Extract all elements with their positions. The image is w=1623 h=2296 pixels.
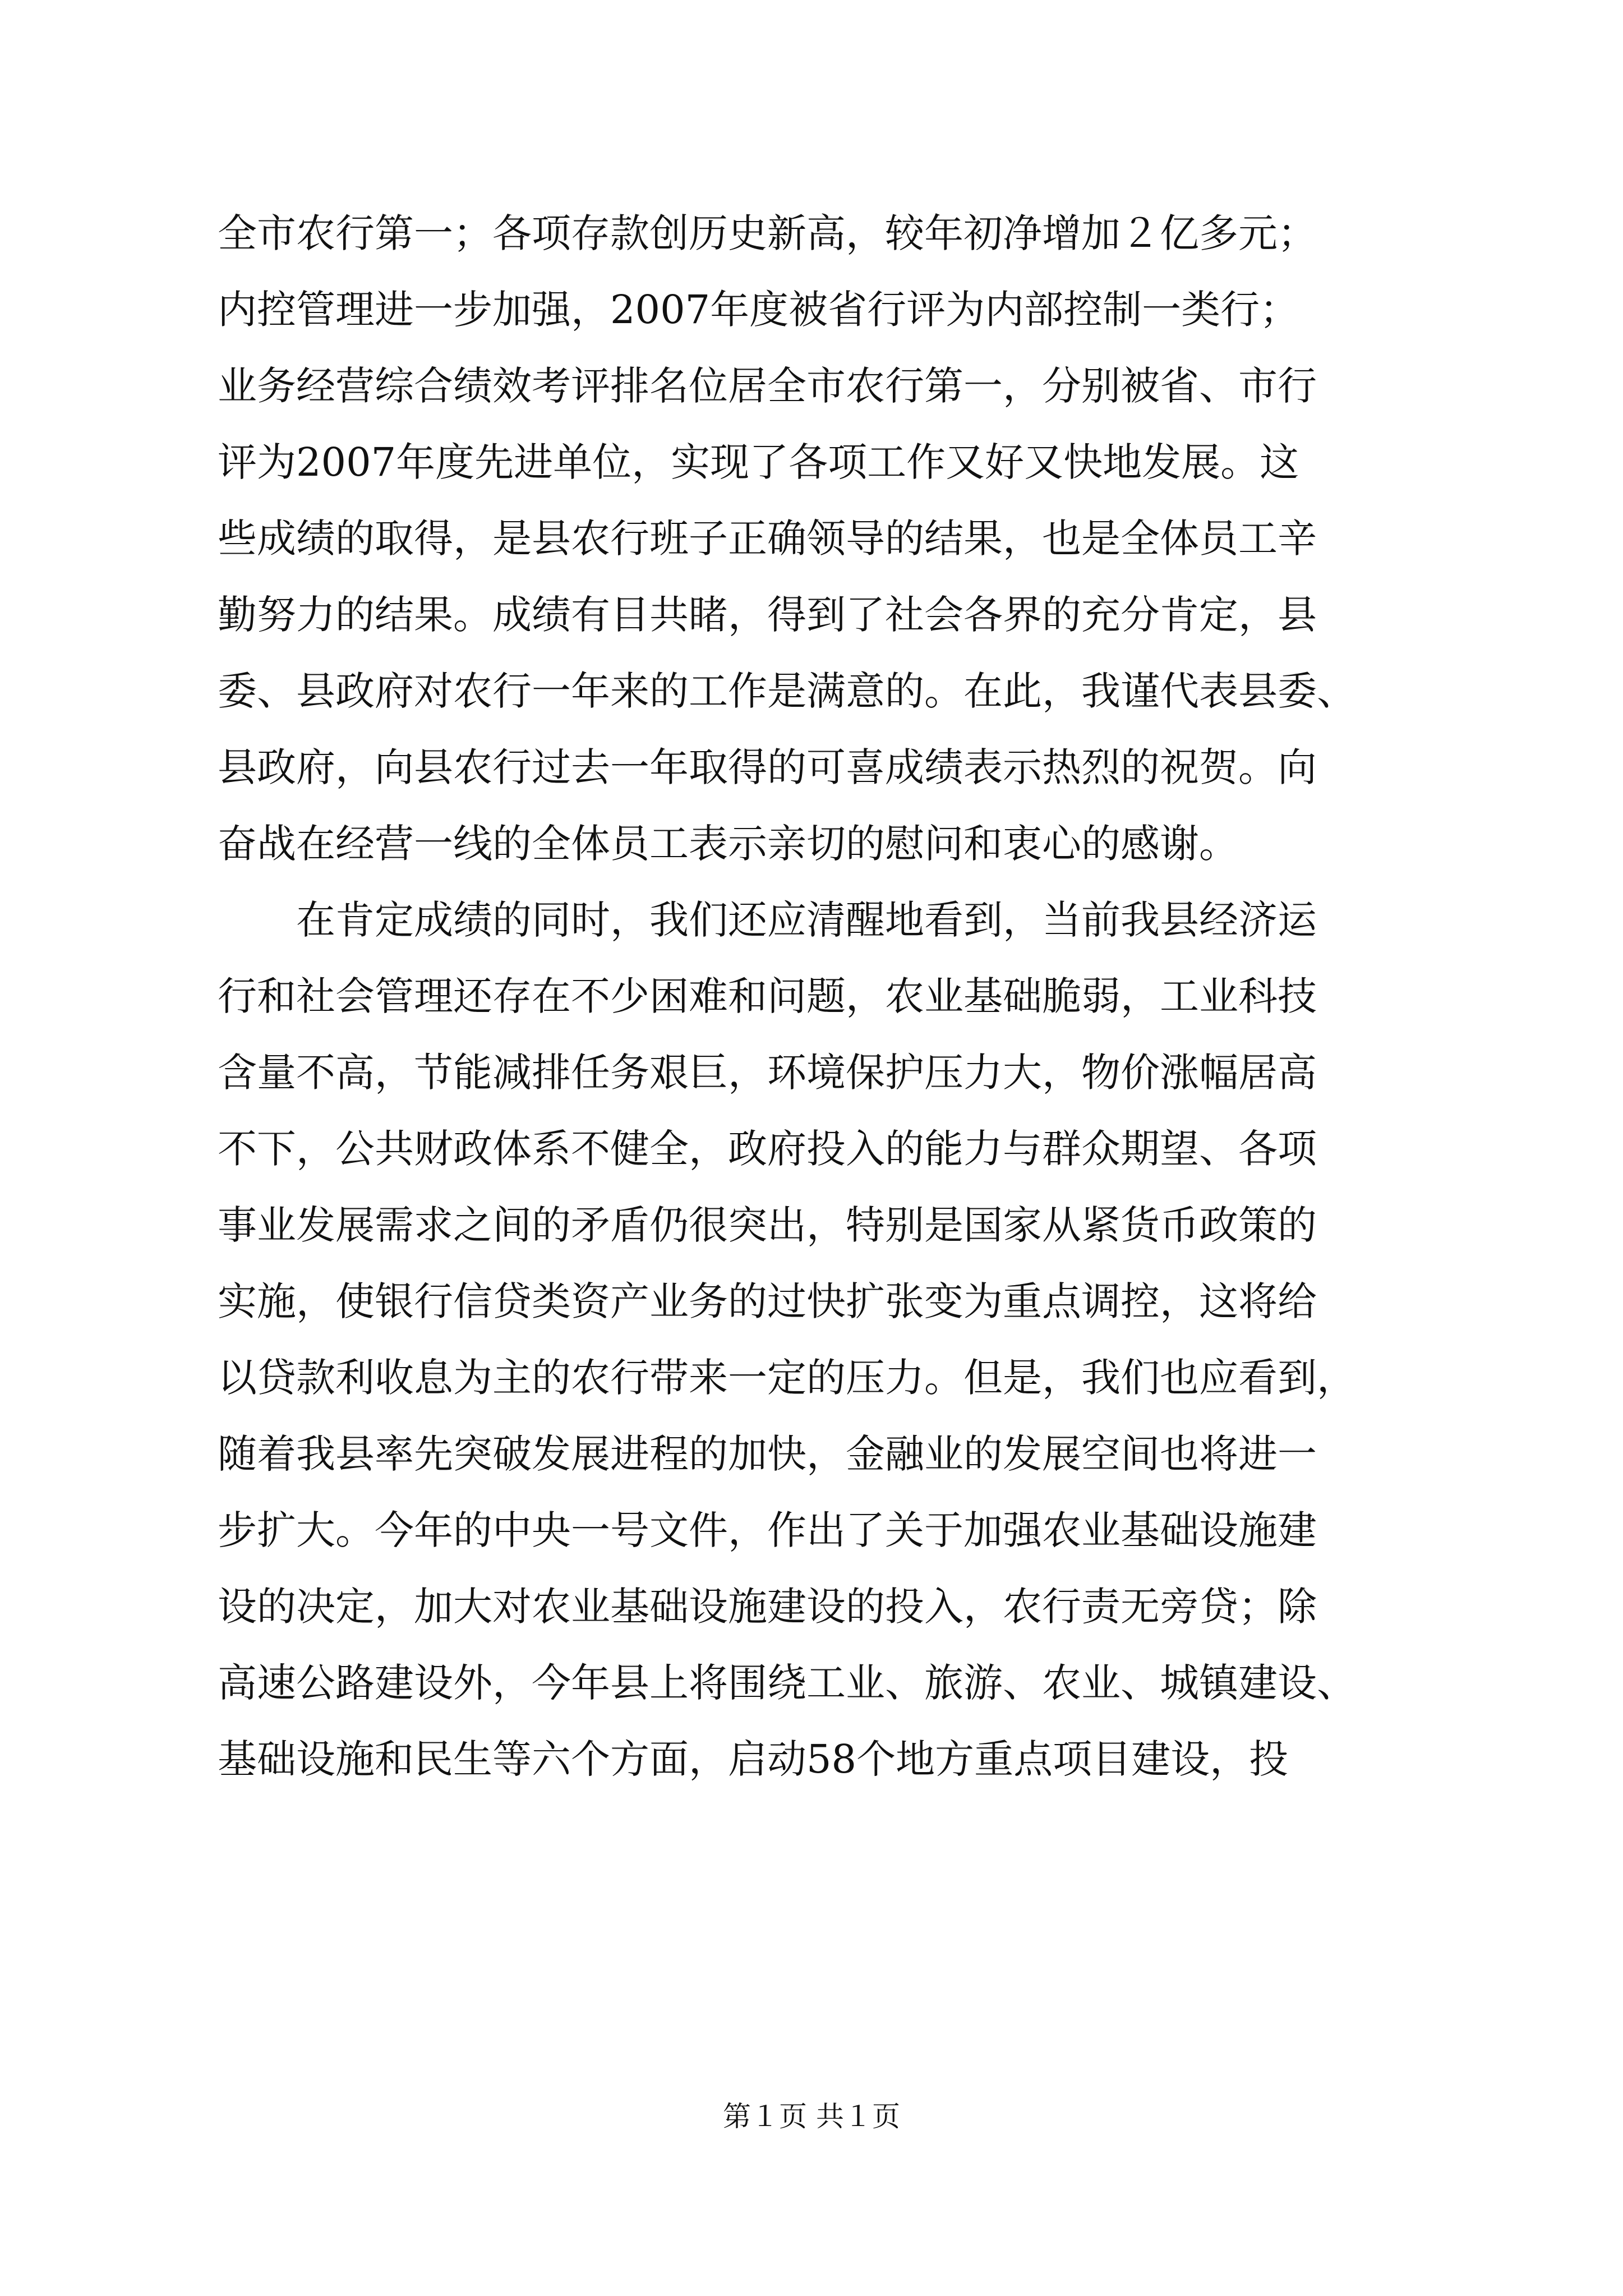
text-line: 在肯定成绩的同时，我们还应清醒地看到，当前我县经济运 <box>218 897 1317 943</box>
text-line: 县政府，向县农行过去一年取得的可喜成绩表示热烈的祝贺。向 <box>218 744 1317 790</box>
text-line: 内控管理进一步加强，2007年度被省行评为内部控制一类行； <box>218 287 1299 333</box>
text-line: 业务经营综合绩效考评排名位居全市农行第一，分别被省、市行 <box>218 363 1317 409</box>
text-line: 委、县政府对农行一年来的工作是满意的。在此，我谨代表县委、 <box>218 668 1356 714</box>
text-line: 评为2007年度先进单位，实现了各项工作又好又快地发展。这 <box>218 439 1299 485</box>
text-line: 勤努力的结果。成绩有目共睹，得到了社会各界的充分肯定，县 <box>218 592 1317 638</box>
text-line: 含量不高，节能减排任务艰巨，环境保护压力大，物价涨幅居高 <box>218 1050 1317 1096</box>
text-line: 高速公路建设外，今年县上将围绕工业、旅游、农业、城镇建设、 <box>218 1660 1356 1706</box>
body-text <box>218 195 1435 1797</box>
text-line: 实施，使银行信贷类资产业务的过快扩张变为重点调控，这将给 <box>218 1278 1317 1324</box>
text-line: 事业发展需求之间的矛盾仍很突出，特别是国家从紧货币政策的 <box>218 1202 1317 1248</box>
text-line: 行和社会管理还存在不少困难和问题，农业基础脆弱，工业科技 <box>218 973 1317 1019</box>
text-line: 不下，公共财政体系不健全，政府投入的能力与群众期望、各项 <box>218 1126 1317 1172</box>
text-line: 些成绩的取得，是县农行班子正确领导的结果，也是全体员工辛 <box>218 516 1317 562</box>
text-line: 奋战在经营一线的全体员工表示亲切的慰问和衷心的感谢。 <box>218 821 1238 867</box>
text-line: 步扩大。今年的中央一号文件，作出了关于加强农业基础设施建 <box>218 1507 1317 1553</box>
text-line: 以贷款利收息为主的农行带来一定的压力。但是，我们也应看到， <box>218 1355 1356 1401</box>
text-line: 基础设施和民生等六个方面，启动58个地方重点项目建设，投 <box>218 1736 1289 1782</box>
text-line: 随着我县率先突破发展进程的加快，金融业的发展空间也将进一 <box>218 1431 1317 1477</box>
text-line: 全市农行第一；各项存款创历史新高，较年初净增加２亿多元； <box>218 210 1317 256</box>
page-number-footer: 第１页 共１页 <box>723 2100 900 2133</box>
text-line: 设的决定，加大对农业基础设施建设的投入，农行责无旁贷；除 <box>218 1584 1317 1630</box>
